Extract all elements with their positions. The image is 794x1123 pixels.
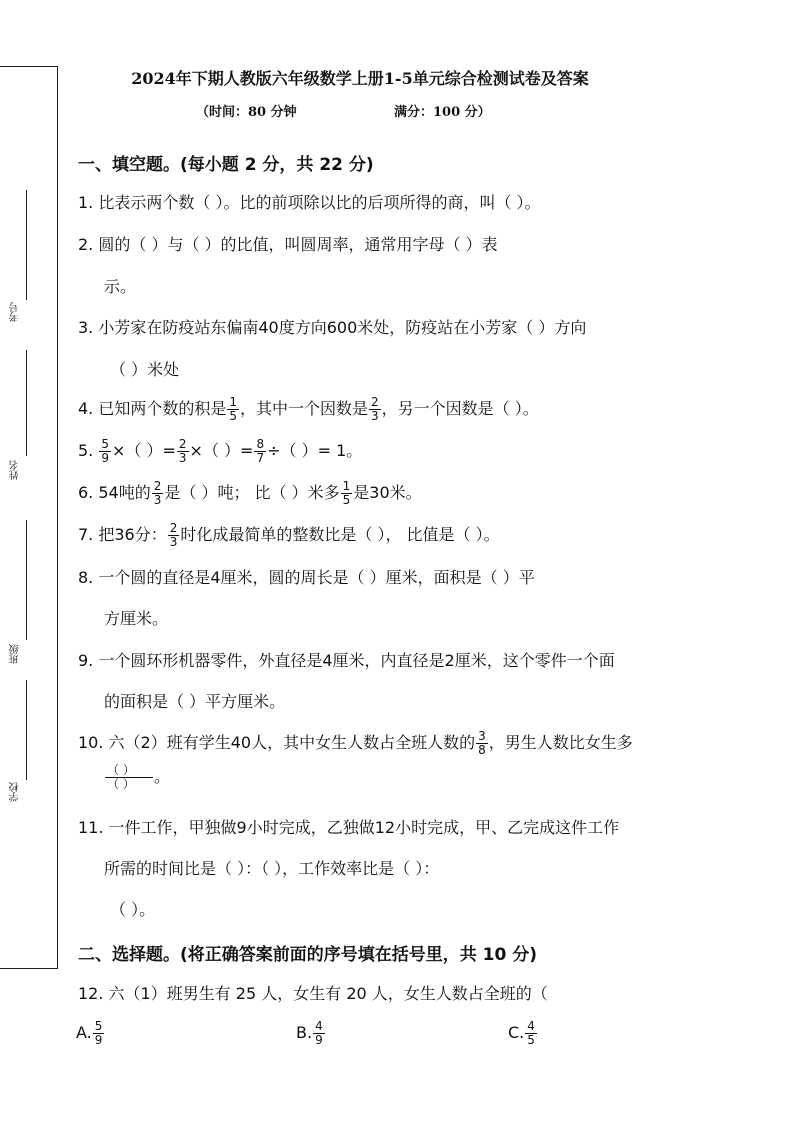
fraction: $\frac{1}{5}$	[229, 395, 237, 423]
xingming-blank[interactable]	[26, 350, 27, 456]
question-2-line-1: 2. 圆的（ ）与（ ）的比值，叫圆周率，通常用字母（ ）表	[78, 235, 498, 254]
fraction: $\frac{2}{3}$	[169, 521, 178, 549]
exam-title: 2024年下期人教版六年级数学上册1-5单元综合检测试卷及答案	[131, 69, 589, 88]
question-8-line-2: 方厘米。	[104, 609, 169, 628]
kaohao-label: 考号	[10, 302, 21, 322]
question-2-line-2: 示。	[104, 277, 137, 296]
question-11-line-1: 11. 一件工作，甲独做9小时完成，乙独做12小时完成，甲、乙完成这件工作	[78, 818, 620, 837]
fraction: $\frac{8}{7}$	[256, 437, 265, 465]
side-field-xingming	[0, 350, 58, 500]
side-field-kaohao	[0, 190, 58, 340]
xuexiao-blank[interactable]	[26, 680, 27, 780]
answer-fraction-blank[interactable]: $\frac{( )}{( )}$	[105, 764, 153, 791]
fraction: $\frac{4}{9}$	[315, 1019, 323, 1047]
xuexiao-label: 学校	[10, 782, 21, 802]
exam-time: （时间：80 分钟	[196, 105, 297, 120]
question-9-line-2: 的面积是（ ）平方厘米。	[104, 692, 286, 711]
fraction: $\frac{5}{9}$	[94, 1019, 103, 1047]
fraction: $\frac{3}{8}$	[478, 729, 486, 757]
option-c[interactable]: C. $\frac{4}{5}$	[508, 1019, 535, 1047]
question-7: 7. 把36分： $\frac{2}{3}$ 时化成最简单的整数比是（ ）， 比值是（ ）。	[78, 521, 500, 549]
question-10-answer: $\frac{( )}{( )}$ 。	[107, 763, 171, 791]
fraction: $\frac{5}{9}$	[101, 437, 109, 465]
question-3-line-2: （ ）米处	[110, 360, 180, 379]
fraction: $\frac{2}{3}$	[371, 395, 379, 423]
question-12: 12. 六（1）班男生有 25 人，女生有 20 人，女生人数占全班的（	[78, 984, 548, 1003]
exam-score: 满分：100 分）	[394, 105, 491, 120]
question-3-line-1: 3. 小芳家在防疫站东偏南40度方向600米处，防疫站在小芳家（ ）方向	[78, 318, 587, 337]
fraction: $\frac{2}{3}$	[178, 437, 187, 465]
question-10: 10. 六（2）班有学生40人，其中女生人数占全班人数的 $\frac{3}{8}$ ，男生人数比女生多	[78, 729, 633, 757]
question-1: 1. 比表示两个数（ ）。比的前项除以比的后项所得的商，叫（ ）。	[78, 193, 541, 212]
xingming-label: 姓名	[10, 460, 21, 480]
option-b[interactable]: B. $\frac{4}{9}$	[296, 1019, 323, 1047]
fraction: $\frac{2}{3}$	[153, 479, 162, 507]
side-field-banji	[0, 520, 58, 670]
banji-label: 班级	[10, 644, 21, 664]
kaohao-blank[interactable]	[26, 190, 27, 300]
question-11-line-2: 所需的时间比是（ ）：（ ），工作效率比是（ ）：	[104, 859, 440, 878]
fraction: $\frac{4}{5}$	[527, 1019, 535, 1047]
question-5: 5. $\frac{5}{9}$ ×（ ）= $\frac{2}{3}$ ×（ ）= $\frac{8}{7}$ ÷（ ）= 1。	[78, 437, 363, 465]
question-11-line-3: （ ）。	[110, 900, 156, 919]
section-fill-in-title: 一、填空题。(每小题 2 分，共 22 分)	[78, 155, 374, 175]
question-6: 6. 54吨的 $\frac{2}{3}$ 是（ ）吨； 比（ ）米多 $\frac{1}{5}$ 是30米。	[78, 479, 422, 507]
question-8-line-1: 8. 一个圆的直径是4厘米，圆的周长是（ ）厘米，面积是（ ）平	[78, 568, 535, 587]
question-4: 4. 已知两个数的积是 $\frac{1}{5}$ ，其中一个因数是 $\frac{2}{3}$ ，另一个因数是（ ）。	[78, 395, 539, 423]
fraction: $\frac{1}{5}$	[342, 479, 351, 507]
banji-blank[interactable]	[26, 520, 27, 640]
option-a[interactable]: A. $\frac{5}{9}$	[76, 1019, 103, 1047]
question-9-line-1: 9. 一个圆环形机器零件，外直径是4厘米，内直径是2厘米，这个零件一个面	[78, 651, 615, 670]
section-choice-title: 二、选择题。(将正确答案前面的序号填在括号里，共 10 分)	[78, 945, 538, 965]
side-field-xuexiao	[0, 680, 58, 820]
